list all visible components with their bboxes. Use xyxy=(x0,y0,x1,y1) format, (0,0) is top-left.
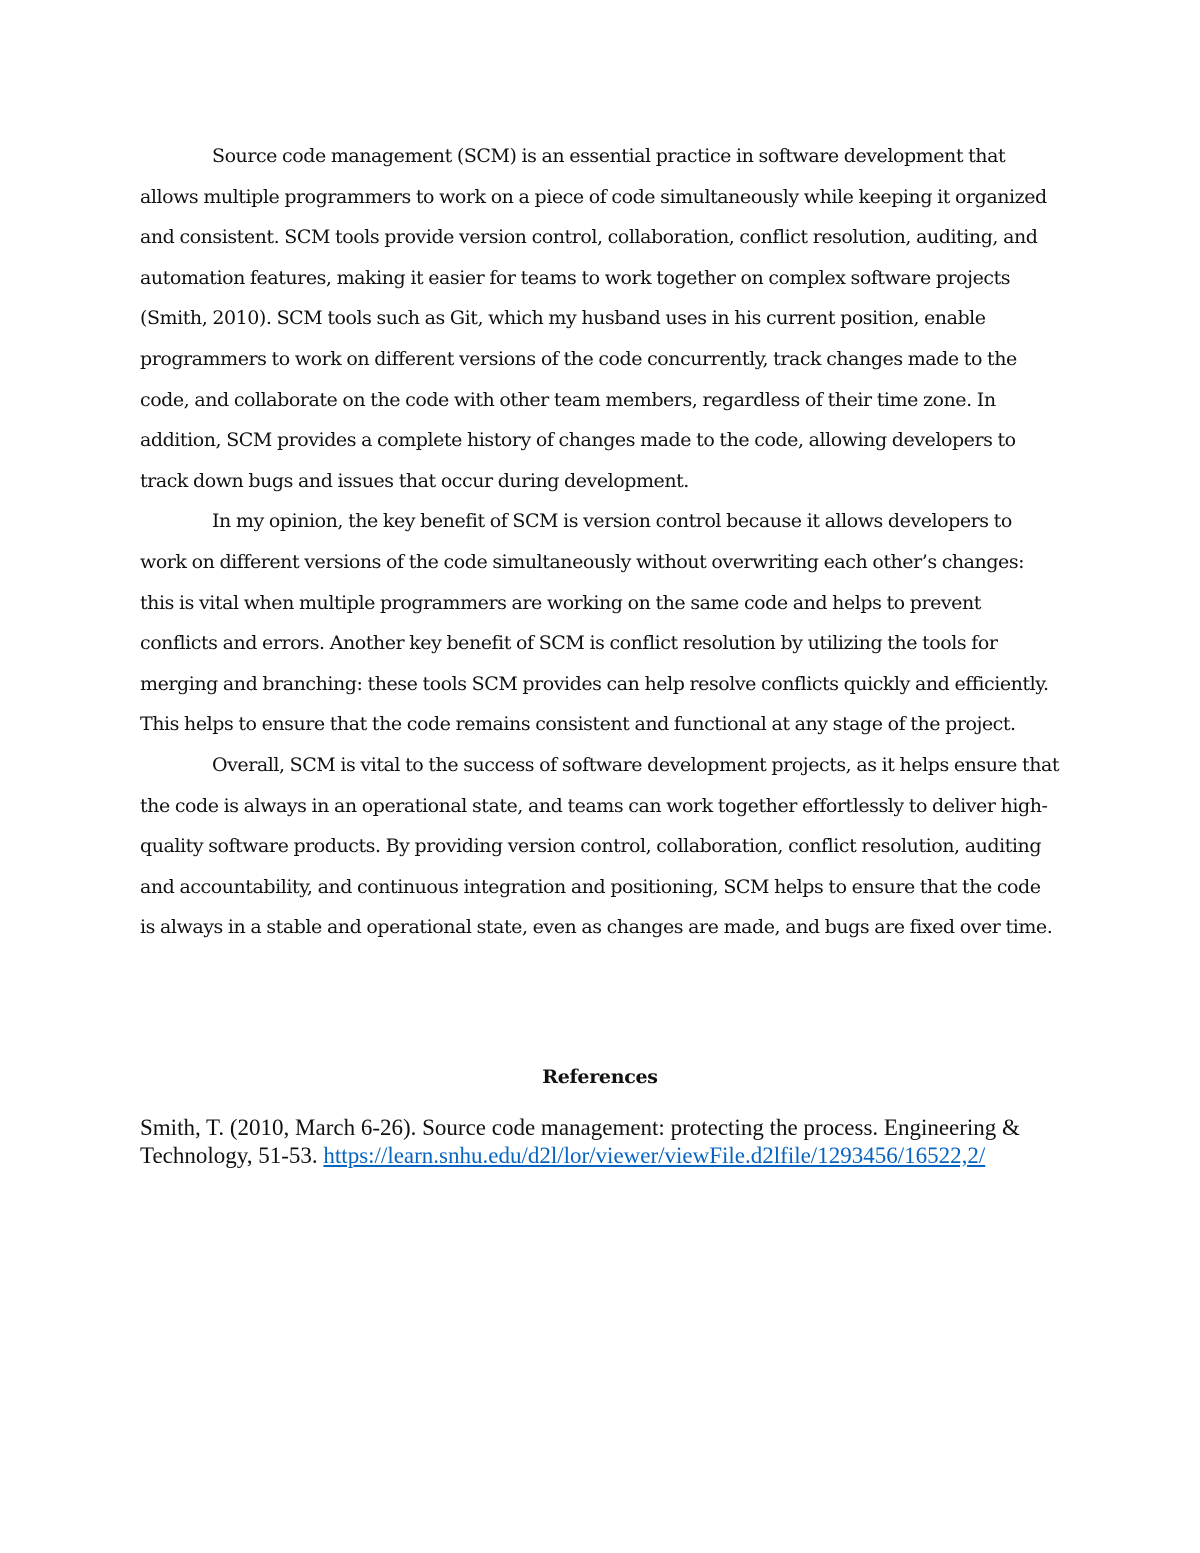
references-heading: References xyxy=(542,1066,658,1088)
paragraph-1: Source code management (SCM) is an essential practice in software development that allows multiple programmers to work on a piece of code simultaneously while keeping it organized and consistent. SCM tools provide version control, collaboration, conflict resolution, auditing, and automation features, making it easier for teams to work together on complex software projects (Smith, 2010). SCM tools such as Git, which my husband uses in his current position, enable programmers to work on different versions of the code concurrently, track changes made to the code, and collaborate on the code with other team members, regardless of their time zone. In addition, SCM provides a complete history of changes made to the code, allowing developers to track down bugs and issues that occur during development. xyxy=(140,145,1047,492)
reference-link[interactable]: https://learn.snhu.edu/d2l/lor/viewer/viewFile.d2lfile/1293456/16522,2/ xyxy=(323,1143,986,1168)
reference-citation-text: Smith, T. (2010, March 6-26). Source code management: protecting the process. Engineering & Technology, 51-53. xyxy=(140,1115,1020,1168)
essay-body xyxy=(140,136,1060,948)
paragraph-2: In my opinion, the key benefit of SCM is version control because it allows developers to work on different versions of the code simultaneously without overwriting each other’s changes: this is vital when multiple programmers are working on the same code and helps to prevent conflicts and errors. Another key benefit of SCM is conflict resolution by utilizing the tools for merging and branching: these tools SCM provides can help resolve conflicts quickly and efficiently. This helps to ensure that the code remains consistent and functional at any stage of the project. xyxy=(140,510,1049,736)
paragraph-3: Overall, SCM is vital to the success of software development projects, as it helps ensure that the code is always in an operational state, and teams can work together effortlessly to deliver high-quality software products. By providing version control, collaboration, conflict resolution, auditing and accountability, and continuous integration and positioning, SCM helps to ensure that the code is always in a stable and operational state, even as changes are made, and bugs are fixed over time. xyxy=(140,753,1060,939)
reference-entry xyxy=(140,1114,1060,1170)
